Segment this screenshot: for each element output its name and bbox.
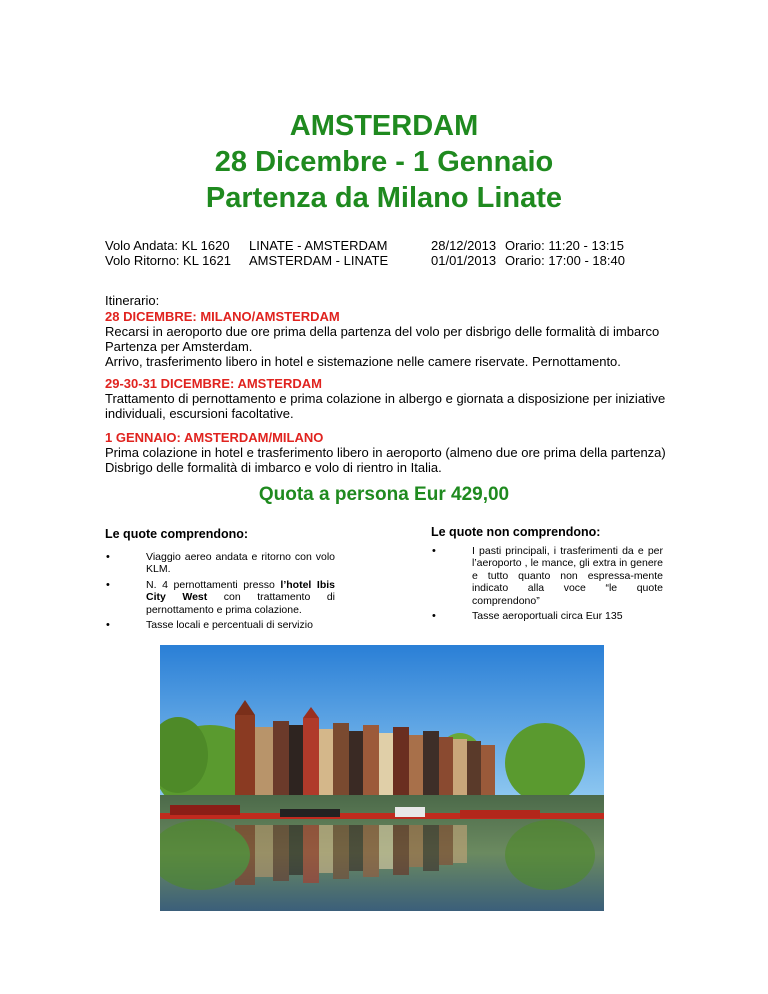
bullet-icon: • (106, 619, 110, 631)
flight-return-route: AMSTERDAM - LINATE (249, 253, 389, 268)
day-block-3 (105, 430, 675, 475)
flight-return-number: Volo Ritorno: KL 1621 (105, 253, 231, 268)
title-destination: AMSTERDAM (289, 110, 479, 142)
amsterdam-canal-photo (160, 645, 604, 911)
list-item: • Tasse aeroportuali circa Eur 135 (432, 610, 623, 622)
included-heading: Le quote comprendono: (105, 527, 249, 541)
included-list (105, 551, 335, 632)
day-heading: 29-30-31 DICEMBRE: AMSTERDAM (105, 376, 322, 391)
flight-dates (431, 238, 496, 268)
list-item: • I pasti principali, i trasferimenti da e per l’aeroporto , le mance, gli extra in genere e tutto quanto non espressa-mente indicato alla voce “le quote comprendono” (432, 544, 663, 607)
flight-times (505, 238, 625, 268)
flight-outbound-number: Volo Andata: KL 1620 (105, 238, 230, 253)
flight-return-time: Orario: 17:00 - 18:40 (505, 253, 625, 268)
bullet-icon: • (432, 544, 436, 557)
excluded-section (431, 526, 663, 626)
flight-outbound-route: LINATE - AMSTERDAM (249, 238, 388, 253)
included-section (105, 528, 335, 635)
hotel-name: l’hotel Ibis City West (146, 578, 335, 603)
price-per-person: Quota a persona Eur 429,00 (258, 484, 510, 505)
day-text-line: Disbrigo delle formalità di imbarco e volo di rientro in Italia. (105, 460, 442, 475)
excluded-list (431, 545, 663, 623)
bullet-icon: • (106, 550, 110, 563)
flight-outbound-time: Orario: 11:20 - 13:15 (505, 238, 624, 253)
flight-routes (249, 238, 388, 268)
list-item: • N. 4 pernottamenti presso l’hotel Ibis City West con trattamento di pernottamento e prima colazione. (106, 578, 335, 616)
title-departure: Partenza da Milano Linate (205, 182, 563, 214)
flight-numbers (105, 238, 231, 268)
day-text-line: Prima colazione in hotel e trasferimento libero in aeroporto (almeno due ore prima della partenza) (105, 445, 666, 460)
bullet-icon: • (432, 610, 436, 622)
day-heading: 1 GENNAIO: AMSTERDAM/MILANO (105, 430, 324, 445)
list-item: • Viaggio aereo andata e ritorno con volo KLM. (106, 550, 335, 575)
excluded-heading: Le quote non comprendono: (431, 525, 601, 539)
itinerary-label: Itinerario: (105, 293, 160, 308)
day-block-1 (105, 309, 675, 369)
page-title (0, 108, 768, 216)
bullet-icon: • (106, 578, 110, 591)
day-text-line: Trattamento di pernottamento e prima colazione in albergo e giornata a disposizione per iniziative (105, 391, 666, 406)
title-dates: 28 Dicembre - 1 Gennaio (214, 146, 554, 178)
day-text-line: Recarsi in aeroporto due ore prima della partenza del volo per disbrigo delle formalità di imbarco (105, 324, 660, 339)
day-text-line: individuali, escursioni facoltative. (105, 406, 294, 421)
day-text-line: Arrivo, trasferimento libero in hotel e sistemazione nelle camere riservate. Pernottamento. (105, 354, 621, 369)
flight-return-date: 01/01/2013 (431, 253, 497, 268)
day-block-2 (105, 376, 675, 421)
flight-outbound-date: 28/12/2013 (431, 238, 497, 253)
day-heading: 28 DICEMBRE: MILANO/AMSTERDAM (105, 309, 340, 324)
day-text-line: Partenza per Amsterdam. (105, 339, 253, 354)
list-item: • Tasse locali e percentuali di servizio (106, 619, 313, 631)
